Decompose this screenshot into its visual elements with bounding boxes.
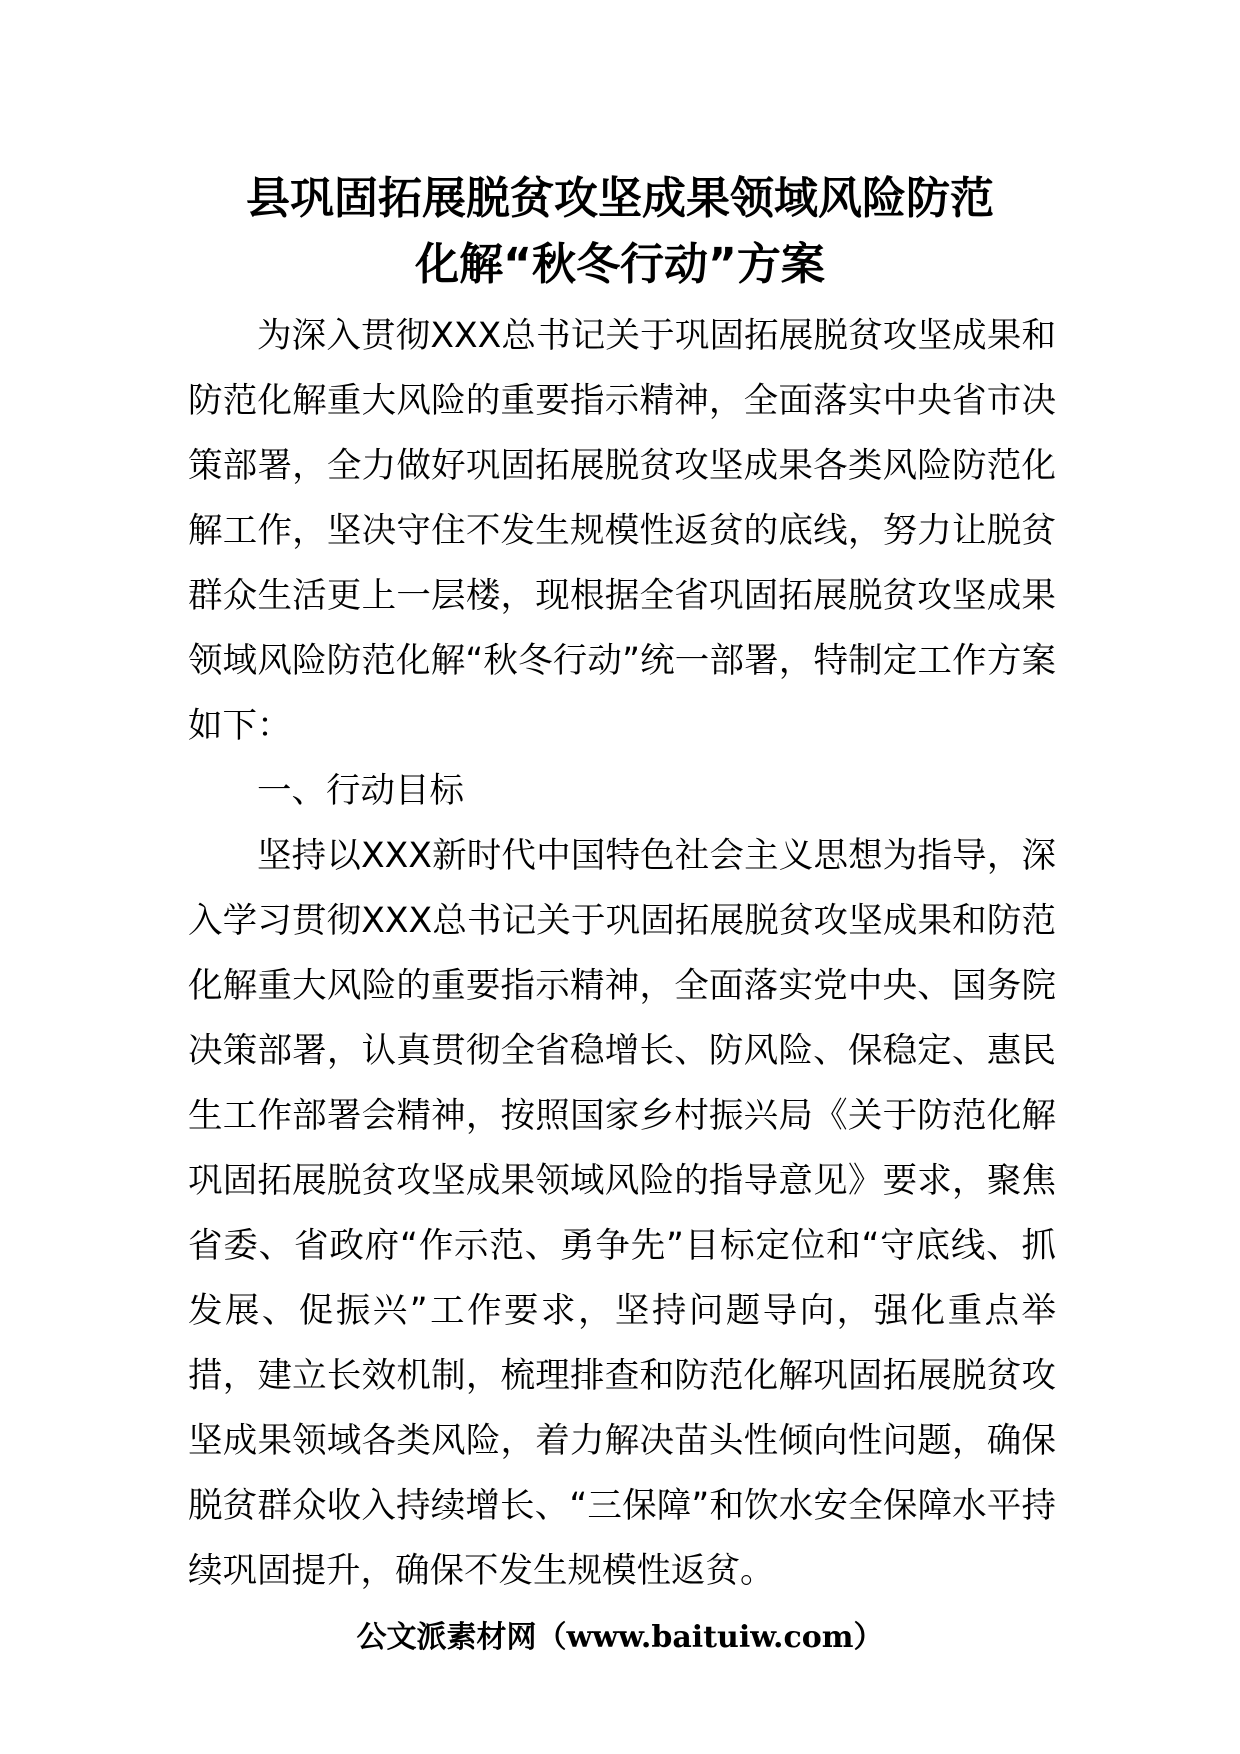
section-heading-goals: 一、行动目标 [257,771,464,811]
footer-watermark: 公文派素材网（www.baituiw.com） [356,1620,884,1655]
document-title-line-2: 化解“秋冬行动”方案 [415,239,825,290]
document-title-line-1: 县巩固拓展脱贫攻坚成果领域风险防范 [246,173,994,224]
intro-paragraph: 为深入贯彻XXX总书记关于巩固拓展脱贫攻坚成果和防范化解重大风险的重要指示精神，全面落实中央省市决策部署，全力做好巩固拓展脱贫攻坚成果各类风险防范化解工作，坚决守住不发生规模性返贫的底线，努力让脱贫群众生活更上一层楼，现根据全省巩固拓展脱贫攻坚成果领域风险防范化解“秋冬行动”统一部署，特制定工作方案如下： [188,316,1056,746]
goals-paragraph: 坚持以XXX新时代中国特色社会主义思想为指导，深入学习贯彻XXX总书记关于巩固拓展脱贫攻坚成果和防范化解重大风险的重要指示精神，全面落实党中央、国务院决策部署，认真贯彻全省稳增长、防风险、保稳定、惠民生工作部署会精神，按照国家乡村振兴局《关于防范化解巩固拓展脱贫攻坚成果领域风险的指导意见》要求，聚焦省委、省政府“作示范、勇争先”目标定位和“守底线、抓发展、促振兴”工作要求，坚持问题导向，强化重点举措，建立长效机制，梳理排查和防范化解巩固拓展脱贫攻坚成果领域各类风险，着力解决苗头性倾向性问题，确保脱贫群众收入持续增长、“三保障”和饮水安全保障水平持续巩固提升，确保不发生规模性返贫。 [188,836,1056,1591]
document-body [188,304,1056,1604]
